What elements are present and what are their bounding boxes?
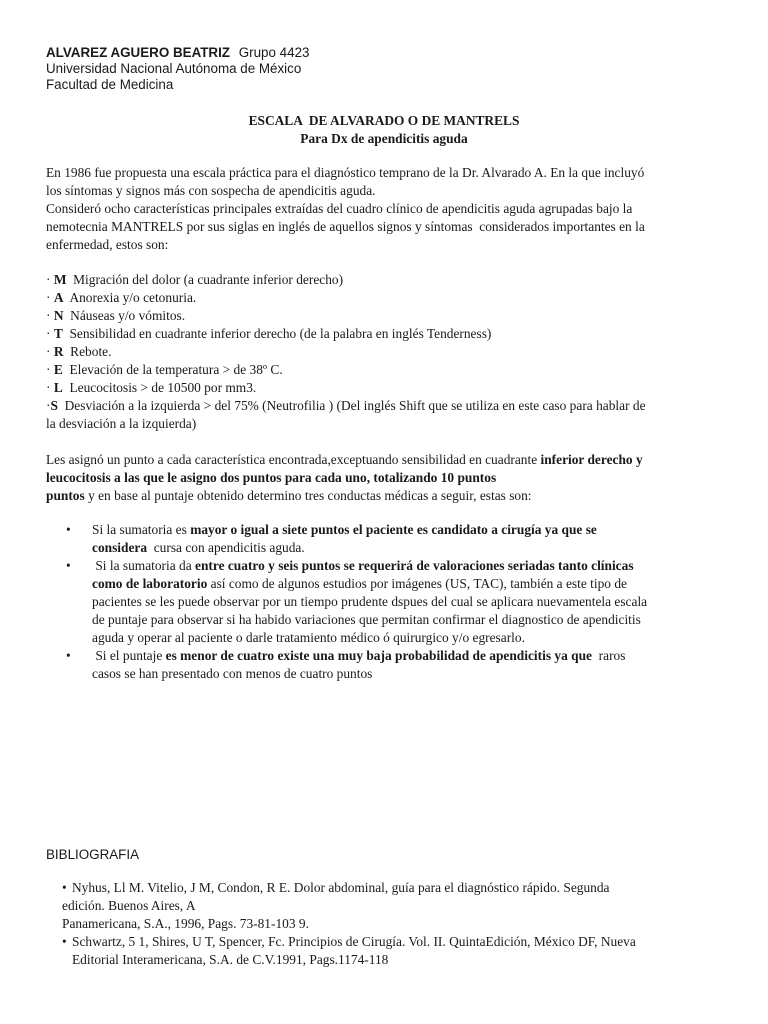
reference-item: [62, 879, 722, 933]
intro-line: enfermedad, estos son:: [46, 237, 169, 252]
intro-line: Consideró ocho características principales extraídas del cuadro clínico de apendicitis aguda agrupadas bajo la: [46, 201, 633, 216]
reference-line: Editorial Interamericana, S.A. de C.V.1991, Pags.1174-118: [72, 952, 389, 967]
criterion-bullet: ·: [46, 290, 54, 305]
bullet-bold: como de laboratorio: [92, 576, 208, 591]
reference-line: Panamericana, S.A., 1996, Pags. 73-81-103 9.: [62, 916, 309, 931]
criterion-letter: T: [53, 326, 63, 341]
bullet-bold: entre cuatro y seis puntos se requerirá de valoraciones seriadas tanto clínicas: [195, 558, 634, 573]
bullet-dot: •: [66, 648, 71, 663]
intro-paragraph: [46, 164, 726, 254]
university-name: Universidad Nacional Autónoma de México: [46, 61, 302, 76]
intro-line: los síntomas y signos más con sospecha de apendicitis aguda.: [46, 183, 376, 198]
scoring-line: [46, 451, 726, 469]
bullet-item: [46, 647, 726, 683]
title-block: [0, 112, 768, 148]
criterion-bullet: ·: [46, 398, 51, 413]
criterion-letter: E: [53, 362, 63, 377]
reference-line: Schwartz, 5 1, Shires, U T, Spencer, Fc. Principios de Cirugía. Vol. II. QuintaEdición, México DF, Nueva: [72, 934, 636, 949]
document-title: ESCALA DE ALVARADO O DE MANTRELS: [248, 113, 520, 128]
criterion-letter: M: [53, 272, 67, 287]
criterion-text: Leucocitosis > de 10500 por mm3.: [62, 380, 257, 395]
author-header: [46, 45, 309, 93]
criterion-bullet: ·: [46, 308, 54, 323]
scoring-bold: leucocitosis a las que le asigno dos puntos para cada uno, totalizando 10 puntos: [46, 470, 497, 485]
bullet-text: así como de algunos estudios por imágenes (US, TAC), también a este tipo de: [207, 576, 627, 591]
criterion-letter: R: [53, 344, 64, 359]
criterion-letter: L: [53, 380, 63, 395]
bullet-line: [92, 521, 726, 539]
reference-line: edición. Buenos Aires, A: [62, 898, 196, 913]
reference-line: Nyhus, Ll M. Vitelio, J M, Condon, R E. Dolor abdominal, guía para el diagnóstico rápido. Segunda: [72, 880, 610, 895]
criterion-item: [46, 325, 726, 343]
bullet-bold: es menor de cuatro existe una muy baja probabilidad de apendicitis ya que: [165, 648, 592, 663]
criterion-text: Elevación de la temperatura > de 38º C.: [62, 362, 283, 377]
reference-bullet: •: [62, 880, 67, 895]
document-subtitle: Para Dx de apendicitis aguda: [300, 131, 468, 146]
bullet-line: de puntaje para observar si ha habido variaciones que permitan confirmar el diagnostico de apendicitis: [92, 612, 641, 627]
criterion-text: Desviación a la izquierda > del 75% (Neutrofilia ) (Del inglés Shift que se utiliza en este caso para hablar de: [57, 398, 646, 413]
bullet-text: Si la sumatoria da: [92, 558, 196, 573]
bullet-line: [92, 647, 726, 665]
scoring-line: [46, 469, 726, 487]
bullet-line: aguda y operar al paciente o darle tratamiento médico ó quirurgico y/o egresarlo.: [92, 630, 525, 645]
criterion-bullet: ·: [46, 362, 54, 377]
criterion-continuation: la desviación a la izquierda): [46, 416, 197, 431]
reference-item: [62, 933, 722, 969]
criterion-letter: N: [53, 308, 64, 323]
criterion-text: Náuseas y/o vómitos.: [63, 308, 186, 323]
author-line: [46, 45, 309, 61]
criterion-item: [46, 397, 726, 415]
intro-line: En 1986 fue propuesta una escala práctica para el diagnóstico temprano de la Dr. Alvarado A. En la que incluyó: [46, 165, 645, 180]
scoring-text: Les asignó un punto a cada característica encontrada,exceptuando sensibilidad en cuadrante: [46, 452, 541, 467]
bullet-text: cursa con apendicitis aguda.: [147, 540, 305, 555]
bullet-dot: •: [66, 558, 71, 573]
bullet-line: [92, 575, 726, 593]
criterion-bullet: ·: [46, 326, 54, 341]
reference-text: [62, 933, 722, 969]
criterion-item: [46, 289, 726, 307]
criterion-text: Sensibilidad en cuadrante inferior derecho (de la palabra en inglés Tenderness): [62, 326, 492, 341]
criterion-letter: S: [50, 398, 58, 413]
reference-text: [62, 879, 722, 933]
conduct-bullets: [46, 521, 726, 683]
bullet-line: [92, 557, 726, 575]
criterion-text: Rebote.: [63, 344, 112, 359]
bibliography-list: [62, 879, 722, 969]
group-label: Grupo 4423: [238, 45, 310, 60]
criterion-item: [46, 379, 726, 397]
bullet-text: Si la sumatoria es: [92, 522, 191, 537]
bullet-item: [46, 521, 726, 557]
criterion-bullet: ·: [46, 344, 54, 359]
bibliography-heading: BIBLIOGRAFIA: [46, 847, 140, 862]
criterion-item: [46, 343, 726, 361]
criterion-letter: A: [53, 290, 64, 305]
bullet-line: pacientes se les puede observar por un tiempo prudente dspues del cual se aplicara nuevamentela escala: [92, 594, 648, 609]
bullet-text: raros: [591, 648, 626, 663]
criterion-text: Migración del dolor (a cuadrante inferior derecho): [66, 272, 344, 287]
bullet-bold: mayor o igual a siete puntos el paciente es candidato a cirugía ya que se: [190, 522, 597, 537]
author-name: ALVAREZ AGUERO BEATRIZ: [46, 45, 230, 60]
criterion-item: [46, 361, 726, 379]
scoring-paragraph: [46, 451, 726, 505]
bullet-dot: •: [66, 522, 71, 537]
bullet-text: Si el puntaje: [92, 648, 166, 663]
scoring-bold: puntos: [46, 488, 85, 503]
reference-bullet: •: [62, 934, 67, 949]
scoring-line: [46, 487, 726, 505]
criterion-text: Anorexia y/o cetonuria.: [63, 290, 197, 305]
scoring-text: y en base al puntaje obtenido determino tres conductas médicas a seguir, estas son:: [84, 488, 532, 503]
bullet-item: [46, 557, 726, 647]
criterion-bullet: ·: [46, 380, 54, 395]
criterion-bullet: ·: [46, 272, 54, 287]
criterion-item: [46, 271, 726, 289]
faculty-name: Facultad de Medicina: [46, 77, 174, 92]
intro-line: nemotecnia MANTRELS por sus siglas en inglés de aquellos signos y síntomas considerados importantes en la: [46, 219, 645, 234]
mantrels-criteria-list: [46, 271, 726, 433]
bullet-line: [92, 539, 726, 557]
scoring-bold: inferior derecho y: [540, 452, 643, 467]
bullet-line: casos se han presentado con menos de cuatro puntos: [92, 666, 373, 681]
criterion-item: [46, 307, 726, 325]
bullet-bold: considera: [92, 540, 148, 555]
